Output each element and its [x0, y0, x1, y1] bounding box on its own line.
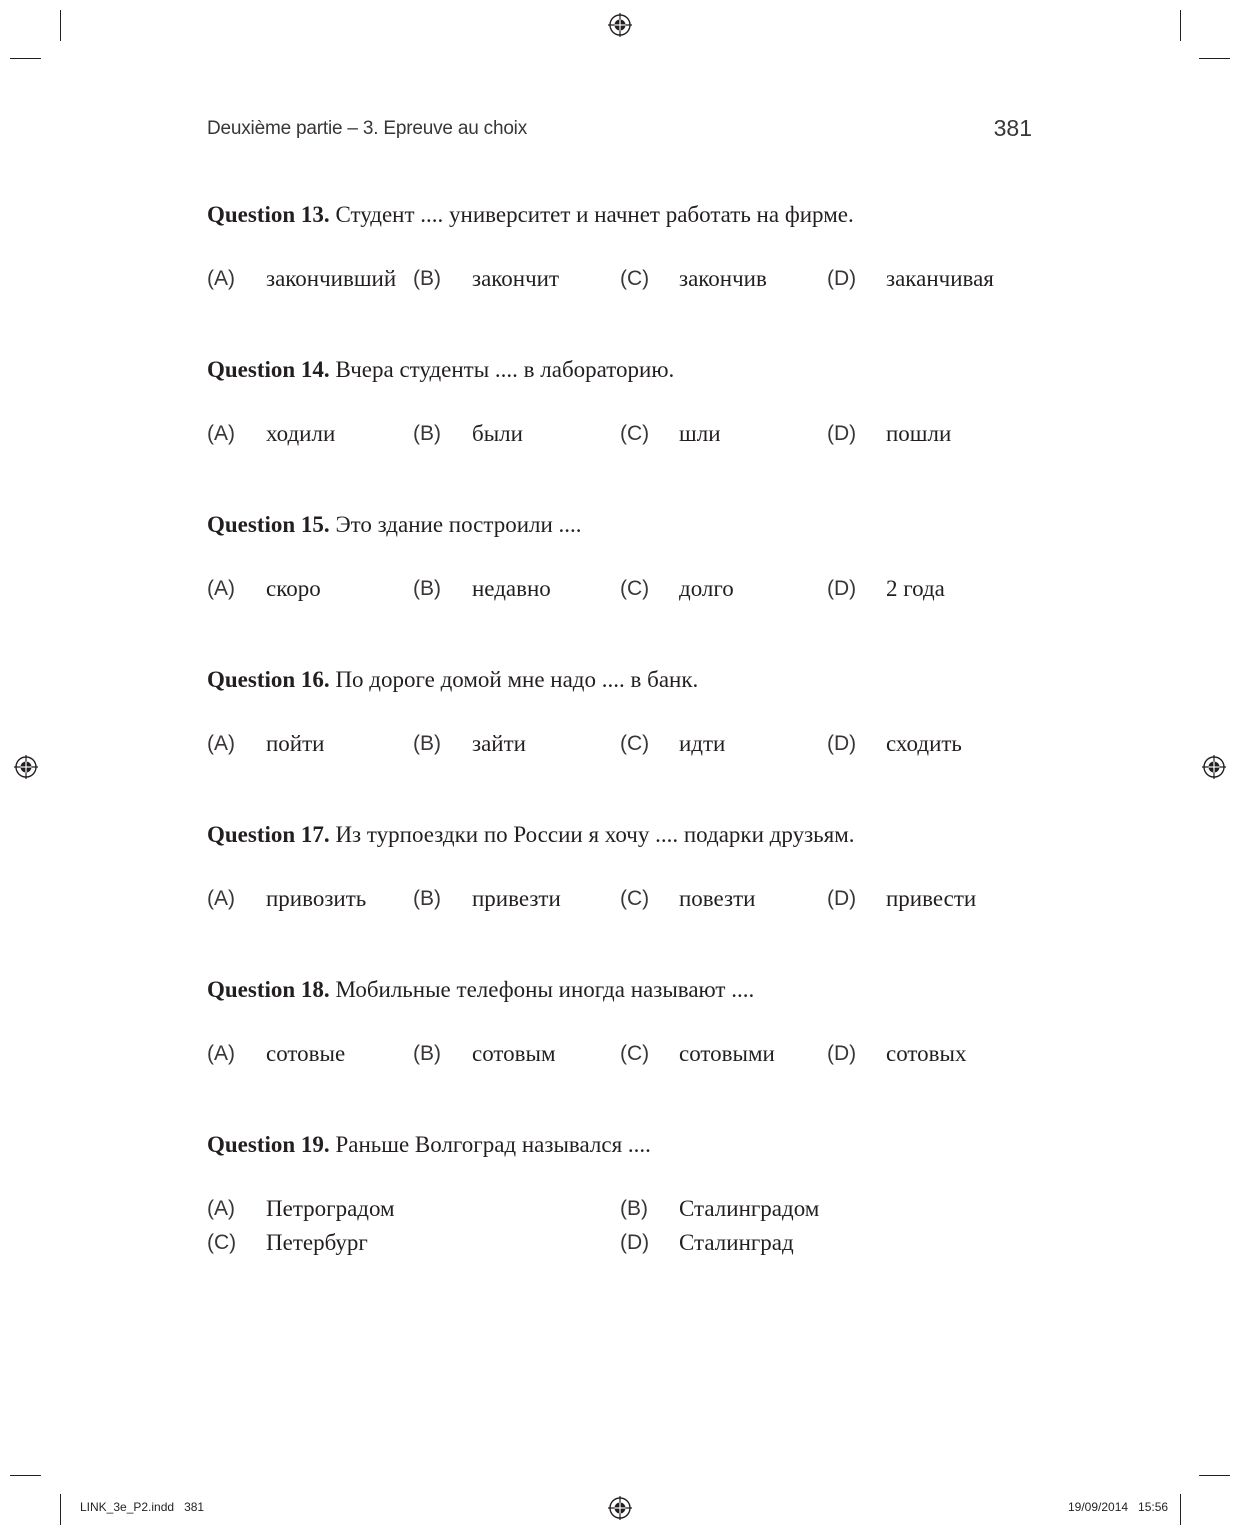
question-prompt — [207, 201, 1037, 229]
answer-options — [207, 1040, 1037, 1068]
question-label: Question 14. — [207, 357, 330, 382]
option-text: сходить — [886, 731, 962, 756]
question-label: Question 19. — [207, 1132, 330, 1157]
registration-mark-icon — [608, 13, 632, 37]
option-text: сотовым — [472, 1041, 556, 1066]
crop-mark — [10, 1475, 41, 1476]
running-head: Deuxième partie – 3. Epreuve au choix — [207, 118, 528, 139]
question-text: Мобильные телефоны иногда называют .... — [335, 977, 755, 1002]
slug-file-info: LINK_3e_P2.indd 381 — [80, 1500, 205, 1514]
option-text: закончив — [679, 266, 767, 291]
question-label: Question 16. — [207, 667, 330, 692]
question-prompt — [207, 976, 1037, 1004]
option-letter: (B) — [620, 1197, 648, 1220]
option-letter: (A) — [207, 577, 235, 600]
option-letter: (C) — [620, 267, 650, 290]
question-prompt — [207, 511, 1037, 539]
option-text: были — [472, 421, 523, 446]
question-label: Question 15. — [207, 512, 330, 537]
crop-mark — [1180, 1494, 1181, 1525]
option-letter: (B) — [413, 1042, 441, 1065]
question-prompt — [207, 1131, 1037, 1159]
question-prompt — [207, 666, 1037, 694]
option-letter: (D) — [827, 732, 857, 755]
question-text: Студент .... университет и начнет работать на фирме. — [335, 202, 854, 227]
option-text: ходили — [266, 421, 336, 446]
option-letter: (C) — [620, 732, 650, 755]
option-letter: (D) — [827, 1042, 857, 1065]
option-text: закончит — [472, 266, 560, 291]
answer-options — [207, 420, 1037, 448]
question-label: Question 18. — [207, 977, 330, 1002]
slug-date-info: 19/09/2014 15:56 — [1068, 1500, 1169, 1514]
option-letter: (D) — [827, 887, 857, 910]
option-text: Петроградом — [266, 1196, 395, 1221]
option-letter: (A) — [207, 267, 235, 290]
option-letter: (C) — [620, 422, 650, 445]
question-label: Question 13. — [207, 202, 330, 227]
option-letter: (C) — [620, 577, 650, 600]
option-text: пошли — [886, 421, 952, 446]
option-letter: (D) — [620, 1231, 650, 1254]
question-text: Раньше Волгоград назывался .... — [335, 1132, 651, 1157]
page-number: 381 — [993, 115, 1032, 141]
option-text: сотовыми — [679, 1041, 775, 1066]
option-text: заканчивая — [886, 266, 994, 291]
option-letter: (A) — [207, 1197, 235, 1220]
registration-mark-icon — [1202, 755, 1226, 779]
crop-mark — [10, 58, 41, 59]
question-label: Question 17. — [207, 822, 330, 847]
crop-mark — [1180, 10, 1181, 41]
crop-mark — [1199, 58, 1230, 59]
question-text: Это здание построили .... — [335, 512, 582, 537]
answer-options — [207, 575, 1037, 603]
option-text: скоро — [266, 576, 321, 601]
question-13 — [207, 201, 1037, 293]
option-text: зайти — [472, 731, 526, 756]
question-17 — [207, 821, 1037, 913]
option-text: сотовые — [266, 1041, 346, 1066]
option-letter: (C) — [207, 1231, 237, 1254]
answer-options — [207, 1195, 1037, 1263]
crop-mark — [60, 10, 61, 41]
crop-mark — [1199, 1475, 1230, 1476]
option-text: долго — [679, 576, 734, 601]
option-text: повезти — [679, 886, 756, 911]
option-text: шли — [679, 421, 721, 446]
question-15 — [207, 511, 1037, 603]
option-text: Сталинград — [679, 1230, 794, 1255]
question-19 — [207, 1131, 1037, 1263]
question-prompt — [207, 356, 1037, 384]
question-text: По дороге домой мне надо .... в банк. — [335, 667, 699, 692]
option-letter: (B) — [413, 422, 441, 445]
option-text: Петербург — [266, 1230, 368, 1255]
option-letter: (A) — [207, 422, 235, 445]
answer-options — [207, 730, 1037, 758]
option-letter: (D) — [827, 422, 857, 445]
question-16 — [207, 666, 1037, 758]
option-letter: (B) — [413, 887, 441, 910]
question-18 — [207, 976, 1037, 1068]
option-text: закончивший — [266, 266, 397, 291]
option-text: недавно — [472, 576, 551, 601]
registration-mark-icon — [14, 755, 38, 779]
option-letter: (A) — [207, 732, 235, 755]
option-text: привести — [886, 886, 977, 911]
option-text: привозить — [266, 886, 367, 911]
option-letter: (C) — [620, 1042, 650, 1065]
option-text: Сталинградом — [679, 1196, 820, 1221]
option-letter: (D) — [827, 577, 857, 600]
option-letter: (C) — [620, 887, 650, 910]
question-text: Из турпоездки по России я хочу .... подарки друзьям. — [335, 822, 855, 847]
option-text: 2 года — [886, 576, 945, 601]
option-letter: (B) — [413, 577, 441, 600]
question-prompt — [207, 821, 1037, 849]
registration-mark-icon — [608, 1496, 632, 1520]
option-letter: (B) — [413, 267, 441, 290]
option-letter: (D) — [827, 267, 857, 290]
option-text: привезти — [472, 886, 561, 911]
crop-mark — [60, 1494, 61, 1525]
option-text: пойти — [266, 731, 325, 756]
option-letter: (B) — [413, 732, 441, 755]
answer-options — [207, 885, 1037, 913]
option-letter: (A) — [207, 1042, 235, 1065]
option-letter: (A) — [207, 887, 235, 910]
question-14 — [207, 356, 1037, 448]
answer-options — [207, 265, 1037, 293]
option-text: идти — [679, 731, 726, 756]
question-text: Вчера студенты .... в лабораторию. — [335, 357, 675, 382]
option-text: сотовых — [886, 1041, 967, 1066]
